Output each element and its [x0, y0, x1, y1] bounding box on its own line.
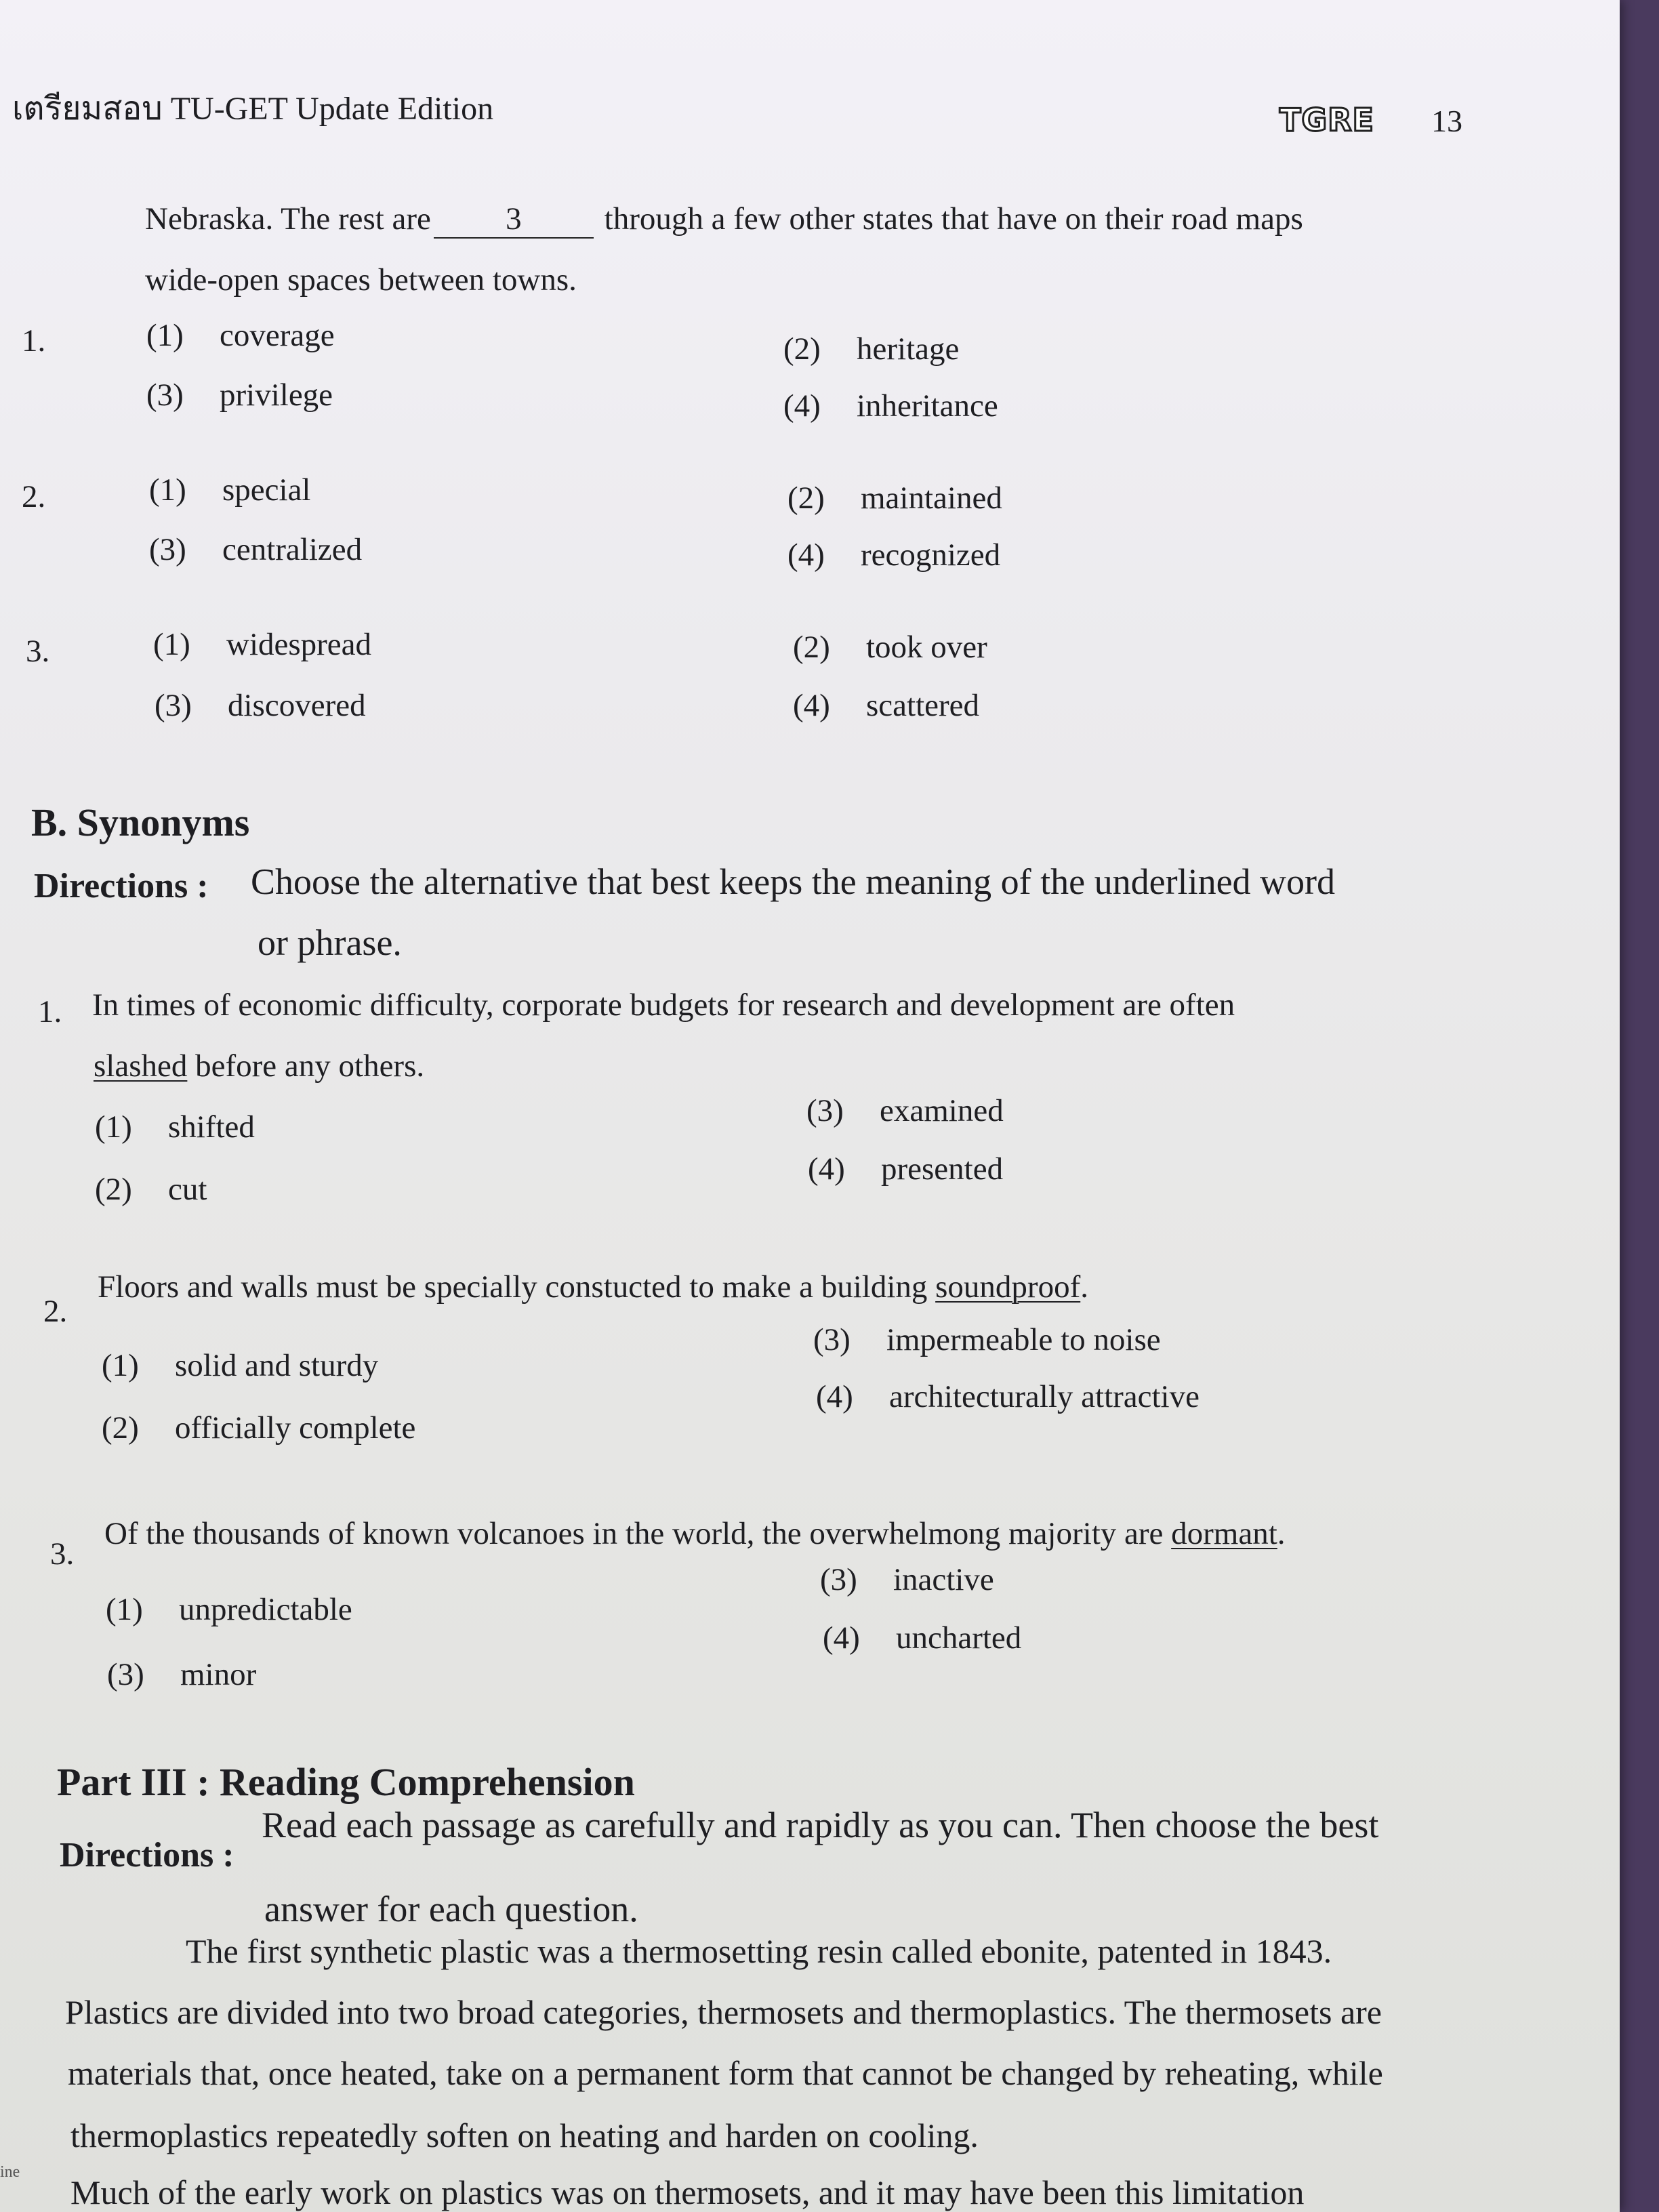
- passage-line-1: The first synthetic plastic was a thermosetting resin called ebonite, patented in 1843.: [186, 1932, 1332, 1970]
- cloze-q3-option-4: (4) scattered: [793, 688, 980, 723]
- synonym-q2-option-2: (2) officially complete: [102, 1410, 416, 1446]
- synonym-q2-option-1: (1) solid and sturdy: [102, 1348, 379, 1383]
- cloze-q1-option-3: (3) privilege: [146, 377, 333, 413]
- cloze-q3-number: 3.: [26, 634, 50, 669]
- cloze-q1-option-1: (1) coverage: [146, 318, 335, 353]
- passage-line-2: Plastics are divided into two broad categories, thermosets and thermoplastics. The thermosets are: [65, 1993, 1382, 2031]
- synonym-q1-underlined-word: slashed: [94, 1048, 188, 1084]
- synonym-q1-option-4: (4) presented: [808, 1151, 1004, 1187]
- reading-directions-label: Directions :: [60, 1836, 234, 1875]
- synonym-q2-option-4: (4) architecturally attractive: [816, 1379, 1200, 1414]
- synonyms-directions-line-1: Choose the alternative that best keeps the meaning of the underlined word: [251, 861, 1336, 902]
- synonym-q1-option-1: (1) shifted: [95, 1109, 255, 1145]
- synonym-q2-number: 2.: [43, 1294, 68, 1329]
- synonym-q3-number: 3.: [50, 1536, 75, 1572]
- cloze-q3-option-1: (1) widespread: [153, 627, 372, 662]
- cloze-q2-option-4: (4) recognized: [787, 537, 1001, 573]
- synonym-q1-option-3: (3) examined: [806, 1093, 1004, 1128]
- synonym-q3-option-3b: (3) minor: [107, 1657, 257, 1692]
- cloze-text-after: through a few other states that have on their road maps: [604, 201, 1303, 237]
- publisher-logo: TGRE: [1279, 102, 1374, 138]
- cloze-q3-option-3: (3) discovered: [155, 688, 366, 723]
- synonym-q2-line-1: Floors and walls must be specially constucted to make a building soundproof.: [98, 1269, 1088, 1305]
- synonym-q3-line-1: Of the thousands of known volcanoes in the world, the overwhelmong majority are dormant.: [104, 1516, 1286, 1551]
- cloze-text-before: Nebraska. The rest are: [145, 201, 431, 237]
- margin-scribble: ine: [0, 2163, 20, 2181]
- cloze-q1-number: 1.: [22, 323, 46, 359]
- cloze-q2-option-2: (2) maintained: [787, 480, 1002, 516]
- cloze-q1-option-2: (2) heritage: [783, 331, 960, 367]
- cloze-q3-option-2: (2) took over: [793, 630, 987, 665]
- cloze-q1-option-4: (4) inheritance: [783, 388, 998, 424]
- synonyms-directions-label: Directions :: [34, 867, 209, 905]
- synonym-q3-option-4: (4) uncharted: [823, 1620, 1022, 1656]
- synonym-q1-option-2: (2) cut: [95, 1172, 207, 1207]
- passage-line-5: Much of the early work on plastics was on thermosets, and it may have been this limitation: [70, 2173, 1305, 2211]
- synonym-q2-option-3: (3) impermeable to noise: [813, 1322, 1161, 1357]
- reading-directions-line-2: answer for each question.: [264, 1889, 638, 1929]
- page-number: 13: [1431, 104, 1462, 138]
- synonym-q1-line-2: slashed before any others.: [94, 1048, 425, 1084]
- cloze-line-2: wide-open spaces between towns.: [145, 262, 577, 298]
- cloze-line-1: [145, 201, 1303, 239]
- reading-directions-line-1: Read each passage as carefully and rapidly as you can. Then choose the best: [262, 1805, 1379, 1845]
- book-title: เตรียมสอบ TU-GET Update Edition: [12, 91, 494, 127]
- synonym-q3-option-1: (1) unpredictable: [106, 1592, 352, 1627]
- synonym-q3-option-3: (3) inactive: [820, 1562, 994, 1597]
- synonym-q2-underlined-word: soundproof: [935, 1269, 1081, 1305]
- synonyms-heading: B. Synonyms: [31, 800, 250, 844]
- synonym-q1-line-1: In times of economic difficulty, corporate budgets for research and development are often: [92, 987, 1235, 1023]
- synonym-q1-number: 1.: [38, 994, 62, 1029]
- passage-line-3: materials that, once heated, take on a permanent form that cannot be changed by reheating, while: [68, 2054, 1383, 2092]
- cloze-q2-number: 2.: [22, 479, 46, 514]
- cloze-q2-option-3: (3) centralized: [149, 532, 363, 567]
- synonyms-directions-line-2: or phrase.: [258, 922, 402, 963]
- reading-heading: Part III : Reading Comprehension: [57, 1760, 635, 1804]
- synonym-q3-underlined-word: dormant: [1171, 1516, 1277, 1551]
- passage-line-4: thermoplastics repeatedly soften on heating and harden on cooling.: [70, 2116, 979, 2154]
- cloze-q2-option-1: (1) special: [149, 472, 311, 508]
- cloze-blank: 3: [434, 201, 594, 239]
